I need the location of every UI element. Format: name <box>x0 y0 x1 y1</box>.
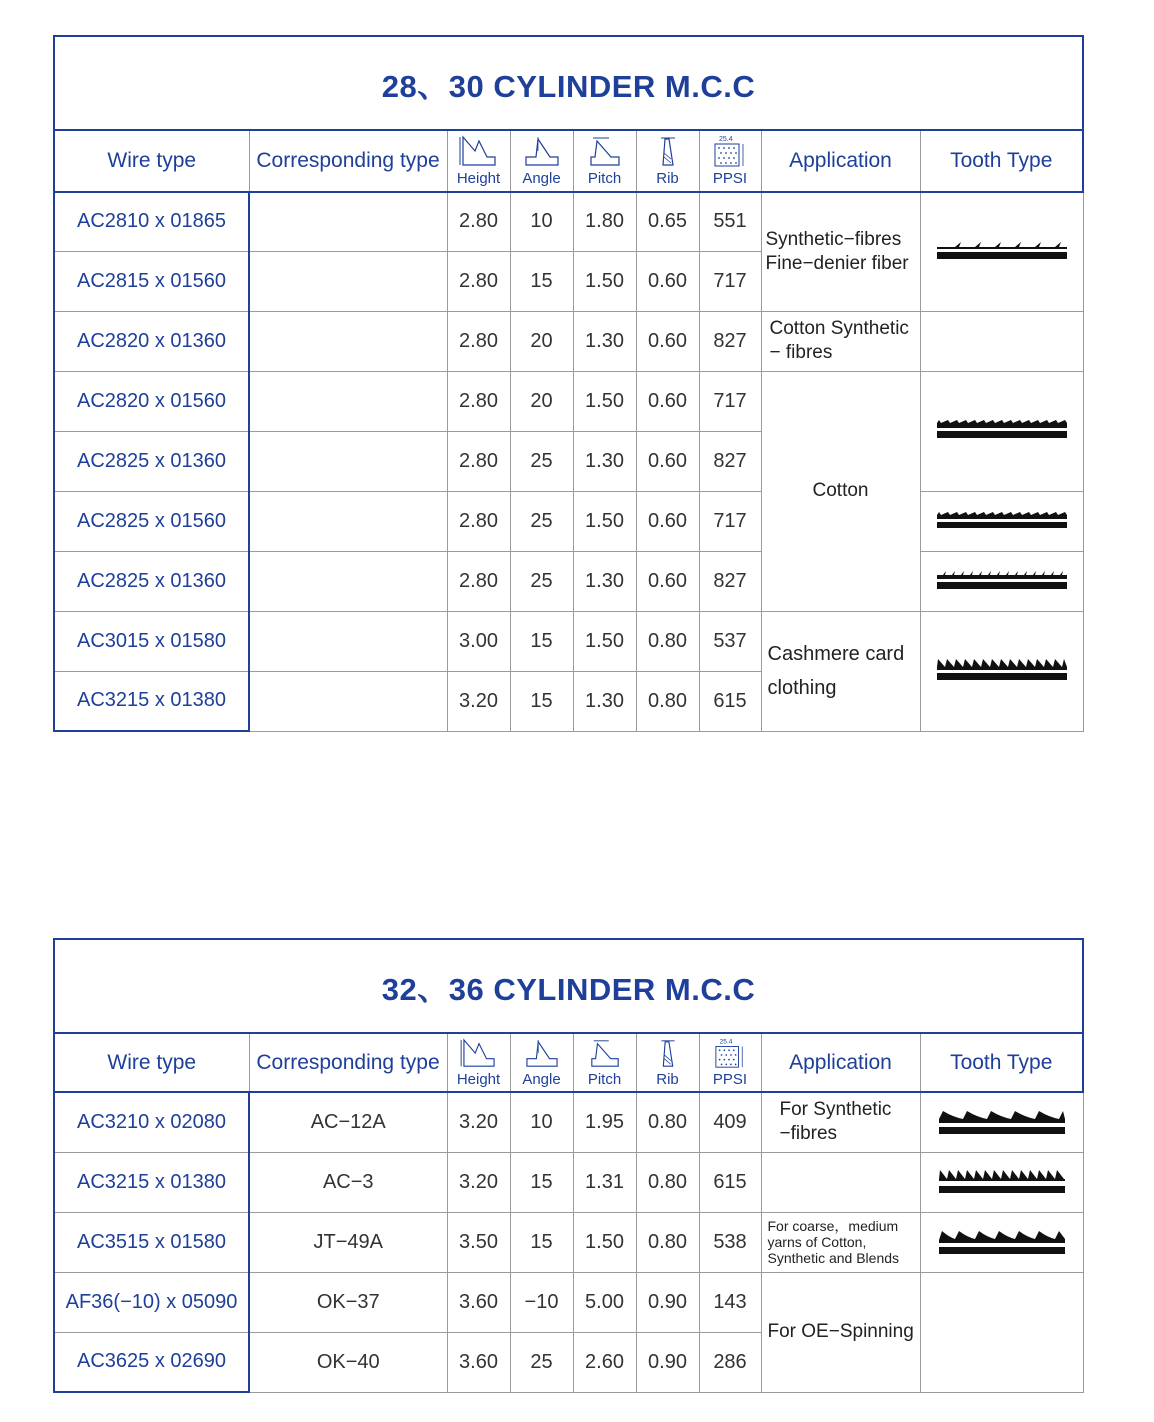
angle-cell: 25 <box>510 491 573 551</box>
angle-diagram-icon <box>522 1038 562 1070</box>
corresponding-type-cell <box>249 311 447 371</box>
col-height: Height <box>447 1033 510 1092</box>
col-angle: Angle <box>510 130 573 192</box>
rib-cell: 0.90 <box>636 1332 699 1392</box>
tooth-profile-icon <box>935 510 1069 532</box>
corresponding-type-cell: OK−40 <box>249 1332 447 1392</box>
ppsi-cell: 409 <box>699 1092 761 1152</box>
wire-type-cell: AC3015 x 01580 <box>54 611 249 671</box>
tooth-profile-icon <box>935 418 1069 444</box>
application-cell: Synthetic−fibres Fine−denier fiber <box>761 192 920 311</box>
height-cell: 2.80 <box>447 251 510 311</box>
angle-cell: 15 <box>510 1212 573 1272</box>
rib-cell: 0.60 <box>636 251 699 311</box>
angle-cell: −10 <box>510 1272 573 1332</box>
col-rib: Rib <box>636 1033 699 1092</box>
col-rib: Rib <box>636 130 699 192</box>
table-row <box>54 192 1083 251</box>
svg-text:25.4: 25.4 <box>719 136 733 143</box>
tooth-type-cell <box>920 1212 1083 1272</box>
col-ppsi: 25.4 PPSI <box>699 1033 761 1092</box>
pitch-diagram-icon <box>585 135 625 169</box>
corresponding-type-cell <box>249 371 447 431</box>
ppsi-cell: 537 <box>699 611 761 671</box>
rib-cell: 0.90 <box>636 1272 699 1332</box>
height-cell: 2.80 <box>447 192 510 251</box>
ppsi-cell: 538 <box>699 1212 761 1272</box>
rib-cell: 0.65 <box>636 192 699 251</box>
application-cell: Cashmere card clothing <box>761 611 920 731</box>
height-cell: 2.80 <box>447 431 510 491</box>
angle-cell: 15 <box>510 251 573 311</box>
pitch-cell: 2.60 <box>573 1332 636 1392</box>
wire-type-cell: AC2820 x 01360 <box>54 311 249 371</box>
corresponding-type-cell <box>249 611 447 671</box>
wire-type-cell: AC2820 x 01560 <box>54 371 249 431</box>
corresponding-type-cell <box>249 251 447 311</box>
rib-cell: 0.80 <box>636 1212 699 1272</box>
ppsi-cell: 827 <box>699 311 761 371</box>
table-title: 32、36 CYLINDER M.C.C <box>54 939 1083 1033</box>
table-row <box>54 611 1083 671</box>
corresponding-type-cell: JT−49A <box>249 1212 447 1272</box>
rib-cell: 0.60 <box>636 371 699 431</box>
pitch-cell: 1.31 <box>573 1152 636 1212</box>
pitch-cell: 1.30 <box>573 551 636 611</box>
angle-cell: 25 <box>510 551 573 611</box>
pitch-cell: 1.50 <box>573 611 636 671</box>
corresponding-type-cell <box>249 671 447 731</box>
col-application: Application <box>761 130 920 192</box>
col-height: Height <box>447 130 510 192</box>
tooth-type-cell <box>920 551 1083 611</box>
table-row <box>54 1212 1083 1272</box>
height-diagram-icon <box>457 1038 501 1070</box>
rib-cell: 0.80 <box>636 1152 699 1212</box>
corresponding-type-cell <box>249 551 447 611</box>
wire-type-cell: AC2825 x 01360 <box>54 431 249 491</box>
pitch-cell: 1.50 <box>573 491 636 551</box>
height-diagram-icon <box>457 135 501 169</box>
height-cell: 3.00 <box>447 611 510 671</box>
rib-cell: 0.60 <box>636 311 699 371</box>
svg-text:25.4: 25.4 <box>719 1038 733 1046</box>
ppsi-cell: 615 <box>699 1152 761 1212</box>
ppsi-grid-icon <box>709 135 751 169</box>
angle-cell: 10 <box>510 1092 573 1152</box>
wire-type-cell: AC2825 x 01560 <box>54 491 249 551</box>
ppsi-cell: 717 <box>699 371 761 431</box>
table-row <box>54 1152 1083 1212</box>
col-application: Application <box>761 1033 920 1092</box>
col-ppsi: 25.4 PPSI <box>699 130 761 192</box>
pitch-cell: 5.00 <box>573 1272 636 1332</box>
application-cell: Cotton Synthetic − fibres <box>761 311 920 371</box>
corresponding-type-cell <box>249 192 447 251</box>
ppsi-grid-icon <box>709 1038 751 1070</box>
corresponding-type-cell <box>249 431 447 491</box>
tooth-type-cell <box>920 192 1083 311</box>
pitch-cell: 1.30 <box>573 311 636 371</box>
application-cell: Cotton <box>761 371 920 611</box>
table-row <box>54 1272 1083 1332</box>
pitch-cell: 1.30 <box>573 431 636 491</box>
col-pitch: Pitch <box>573 1033 636 1092</box>
tooth-profile-icon <box>935 657 1069 685</box>
height-cell: 3.20 <box>447 671 510 731</box>
tooth-profile-icon <box>937 1107 1067 1137</box>
corresponding-type-cell: AC−12A <box>249 1092 447 1152</box>
wire-type-cell: AC2810 x 01865 <box>54 192 249 251</box>
cylinder-32-36-table <box>53 938 1084 1393</box>
height-cell: 2.80 <box>447 311 510 371</box>
wire-type-cell: AC2825 x 01360 <box>54 551 249 611</box>
ppsi-cell: 615 <box>699 671 761 731</box>
table-row <box>54 1092 1083 1152</box>
wire-type-cell: AC3215 x 01380 <box>54 1152 249 1212</box>
col-tooth-type: Tooth Type <box>920 130 1083 192</box>
col-wire-type: Wire type <box>54 130 249 192</box>
tooth-type-cell <box>920 611 1083 731</box>
angle-cell: 10 <box>510 192 573 251</box>
ppsi-cell: 286 <box>699 1332 761 1392</box>
height-cell: 3.20 <box>447 1092 510 1152</box>
col-pitch: Pitch <box>573 130 636 192</box>
table-row <box>54 551 1083 611</box>
angle-cell: 15 <box>510 671 573 731</box>
table-title: 28、30 CYLINDER M.C.C <box>54 36 1083 130</box>
height-cell: 3.60 <box>447 1332 510 1392</box>
angle-cell: 20 <box>510 371 573 431</box>
angle-cell: 15 <box>510 611 573 671</box>
height-cell: 2.80 <box>447 491 510 551</box>
corresponding-type-cell <box>249 491 447 551</box>
tooth-type-cell <box>920 1272 1083 1392</box>
wire-type-cell: AF36(−10) x 05090 <box>54 1272 249 1332</box>
rib-diagram-icon <box>653 135 683 169</box>
wire-type-cell: AC3215 x 01380 <box>54 671 249 731</box>
angle-cell: 20 <box>510 311 573 371</box>
height-cell: 2.80 <box>447 371 510 431</box>
tooth-type-cell <box>920 1092 1083 1152</box>
pitch-diagram-icon <box>585 1038 625 1070</box>
table-row <box>54 371 1083 431</box>
ppsi-cell: 143 <box>699 1272 761 1332</box>
ppsi-cell: 717 <box>699 491 761 551</box>
wire-type-cell: AC3515 x 01580 <box>54 1212 249 1272</box>
tooth-type-cell <box>920 491 1083 551</box>
ppsi-cell: 717 <box>699 251 761 311</box>
pitch-cell: 1.50 <box>573 251 636 311</box>
ppsi-cell: 827 <box>699 431 761 491</box>
wire-type-cell: AC3210 x 02080 <box>54 1092 249 1152</box>
pitch-cell: 1.80 <box>573 192 636 251</box>
pitch-cell: 1.50 <box>573 371 636 431</box>
height-cell: 2.80 <box>447 551 510 611</box>
application-cell: For OE−Spinning <box>761 1272 920 1392</box>
col-corresponding-type: Corresponding type <box>249 130 447 192</box>
ppsi-cell: 827 <box>699 551 761 611</box>
angle-cell: 15 <box>510 1152 573 1212</box>
height-cell: 3.20 <box>447 1152 510 1212</box>
angle-cell: 25 <box>510 1332 573 1392</box>
wire-type-cell: AC3625 x 02690 <box>54 1332 249 1392</box>
rib-cell: 0.80 <box>636 671 699 731</box>
rib-cell: 0.60 <box>636 491 699 551</box>
tooth-profile-icon <box>935 239 1069 265</box>
tooth-profile-icon <box>937 1167 1067 1197</box>
col-angle: Angle <box>510 1033 573 1092</box>
application-cell <box>761 1152 920 1212</box>
height-cell: 3.50 <box>447 1212 510 1272</box>
ppsi-cell: 551 <box>699 192 761 251</box>
angle-diagram-icon <box>522 135 562 169</box>
tooth-type-cell <box>920 371 1083 491</box>
rib-cell: 0.80 <box>636 611 699 671</box>
table-row <box>54 491 1083 551</box>
tooth-type-cell <box>920 1152 1083 1212</box>
wire-type-cell: AC2815 x 01560 <box>54 251 249 311</box>
application-cell: For Synthetic −fibres <box>761 1092 920 1152</box>
rib-cell: 0.80 <box>636 1092 699 1152</box>
corresponding-type-cell: AC−3 <box>249 1152 447 1212</box>
pitch-cell: 1.30 <box>573 671 636 731</box>
tooth-profile-icon <box>935 569 1069 593</box>
application-cell: For coarse，medium yarns of Cotton, Synthetic and Blends <box>761 1212 920 1272</box>
rib-diagram-icon <box>653 1038 683 1070</box>
height-cell: 3.60 <box>447 1272 510 1332</box>
col-corresponding-type: Corresponding type <box>249 1033 447 1092</box>
tooth-type-cell <box>920 311 1083 371</box>
pitch-cell: 1.95 <box>573 1092 636 1152</box>
table-row <box>54 311 1083 371</box>
pitch-cell: 1.50 <box>573 1212 636 1272</box>
rib-cell: 0.60 <box>636 551 699 611</box>
cylinder-28-30-table <box>53 35 1084 732</box>
col-tooth-type: Tooth Type <box>920 1033 1083 1092</box>
tooth-profile-icon <box>937 1227 1067 1257</box>
rib-cell: 0.60 <box>636 431 699 491</box>
corresponding-type-cell: OK−37 <box>249 1272 447 1332</box>
angle-cell: 25 <box>510 431 573 491</box>
col-wire-type: Wire type <box>54 1033 249 1092</box>
